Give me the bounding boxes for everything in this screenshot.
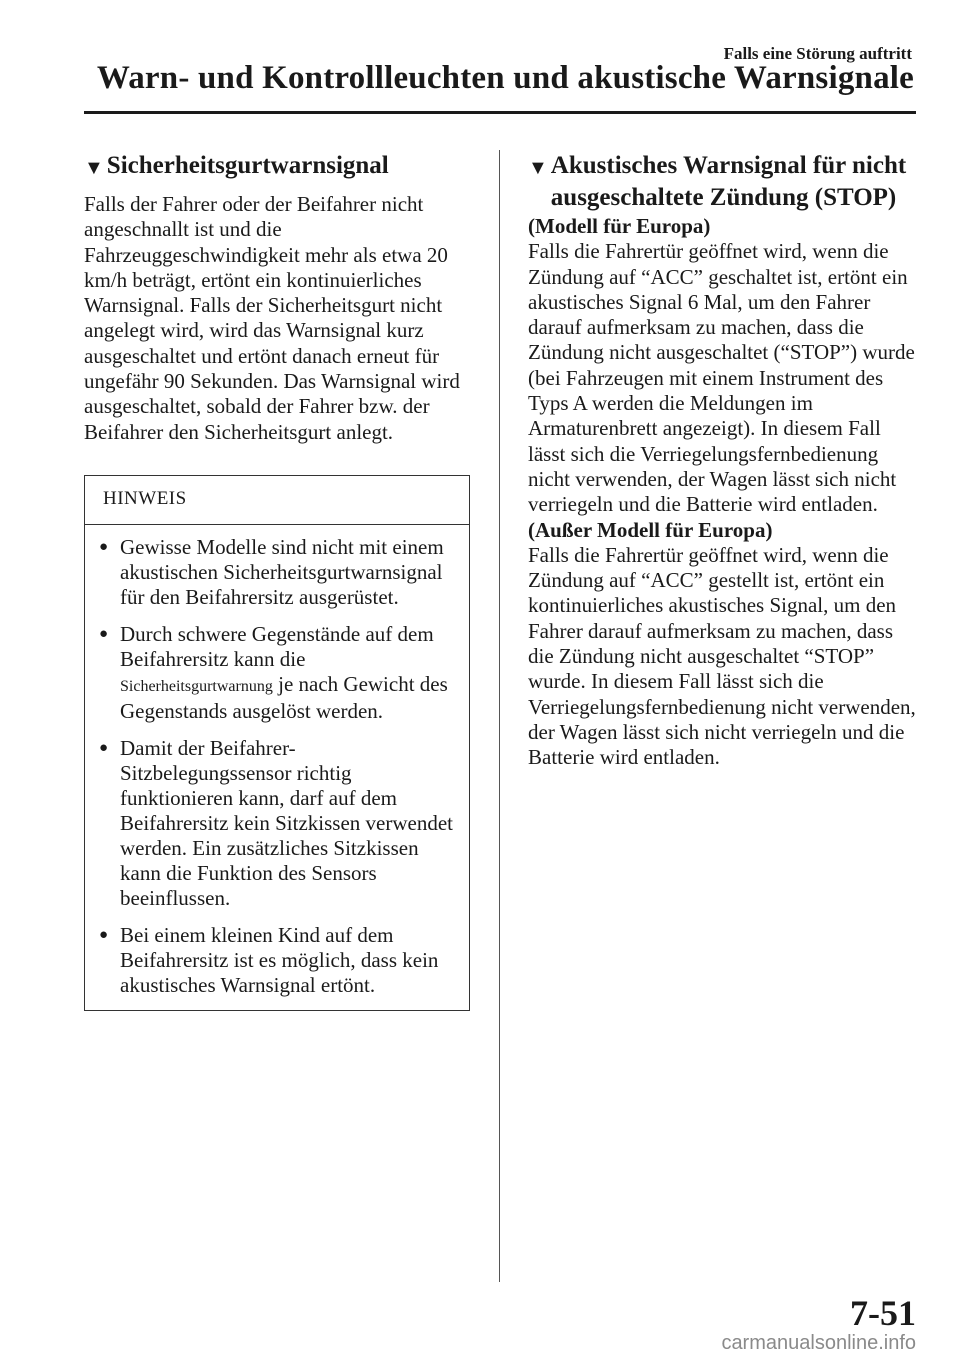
section-heading-text: Akustisches Warnsignal für nicht ausgeschaltete Zündung (STOP) (550, 152, 907, 211)
note-item (99, 923, 461, 998)
europe-paragraph: Falls die Fahrertür geöffnet wird, wenn die Zündung auf “ACC” geschaltet ist, ertönt ein akustisches Signal 6 Mal, um den Fahrer darauf aufmerksam zu machen, dass die Zündung nicht ausgeschaltet (“STOP”) wurde (bei Fahrzeugen mit einem Instrument des Typs A werden die Meldungen im Armaturenbrett angezeigt). In diesem Fall lässt sich die Verriegelungsfernbedienung nicht verwenden, der Wagen lässt sich nicht verriegeln und die Batterie wird entladen. (528, 239, 915, 517)
note-item-text: Durch schwere Gegenstände auf dem Beifahrersitz kann die (120, 621, 434, 671)
bullet-icon: ● (99, 625, 109, 642)
seatbelt-paragraph: Falls der Fahrer oder der Beifahrer nicht angeschnallt ist und die Fahrzeuggeschwindigkeit mehr als etwa 20 km/h beträgt, ertönt ein kontinuierliches Warnsignal. Falls der Sicherheitsgurt nicht angelegt wird, wird das Warnsignal kurz ausgeschaltet und ertönt danach erneut für ungefähr 90 Sekunden. Das Warnsignal wird ausgeschaltet, sobald der Fahrer bzw. der Beifahrer den Sicherheitsgurt anlegt. (84, 192, 460, 444)
triangle-down-icon: ▼ (84, 157, 104, 179)
page-number: 7-51 (850, 1293, 916, 1333)
subheading-europe: (Modell für Europa) (528, 214, 711, 238)
left-column (84, 150, 476, 1011)
note-item-text: Gewisse Modelle sind nicht mit einem akustischen Sicherheitsgurtwarnsignal für den Beifahrersitz ausgerüstet. (120, 534, 444, 609)
section-heading-text: Sicherheitsgurtwarnsignal (106, 152, 389, 179)
note-item-text: je nach Gewicht des Gegenstands ausgelöst werden. (120, 671, 448, 723)
triangle-down-icon: ▼ (528, 157, 548, 179)
note-item (99, 535, 461, 610)
note-title: HINWEIS (85, 476, 469, 525)
bullet-icon: ● (99, 538, 109, 555)
note-item-text: Damit der Beifahrer-Sitzbelegungssensor richtig funktionieren kann, darf auf dem Beifahrersitz kein Sitzkissen verwendet werden. Ein zusätzliches Sitzkissen kann die Funktion des Sensors beeinflussen. (120, 735, 453, 910)
column-divider (499, 150, 500, 1282)
page-title: Warn- und Kontrollleuchten und akustische Warnsignale (96, 60, 914, 96)
non-europe-paragraph: Falls die Fahrertür geöffnet wird, wenn die Zündung auf “ACC” gestellt ist, ertönt ein kontinuierliches akustisches Signal, um den Fahrer darauf aufmerksam zu machen, dass die Zündung nicht ausgeschaltet “STOP” wurde. In diesem Fall lässt sich die Verriegelungsfernbedienung nicht verwenden, der Wagen lässt sich nicht verriegeln und die Batterie wird entladen. (528, 542, 916, 770)
header-divider (84, 111, 916, 114)
note-item-small-text: Sicherheitsgurtwarnung (120, 677, 273, 695)
bullet-icon: ● (99, 739, 109, 756)
note-list (85, 525, 469, 1010)
note-item (99, 622, 461, 724)
bullet-icon: ● (99, 926, 109, 943)
note-item (99, 736, 461, 911)
chapter-title: Falls eine Störung auftritt (723, 44, 912, 63)
right-column (528, 150, 920, 771)
section-heading-seatbelt (84, 150, 476, 184)
subheading-non-europe: (Außer Modell für Europa) (528, 517, 773, 542)
note-item-text: Bei einem kleinen Kind auf dem Beifahrersitz ist es möglich, dass kein akustisches Warnsignal ertönt. (120, 922, 439, 997)
watermark: carmanualsonline.info (721, 1332, 916, 1354)
note-box (84, 475, 470, 1011)
section-heading-ignition (528, 150, 920, 214)
